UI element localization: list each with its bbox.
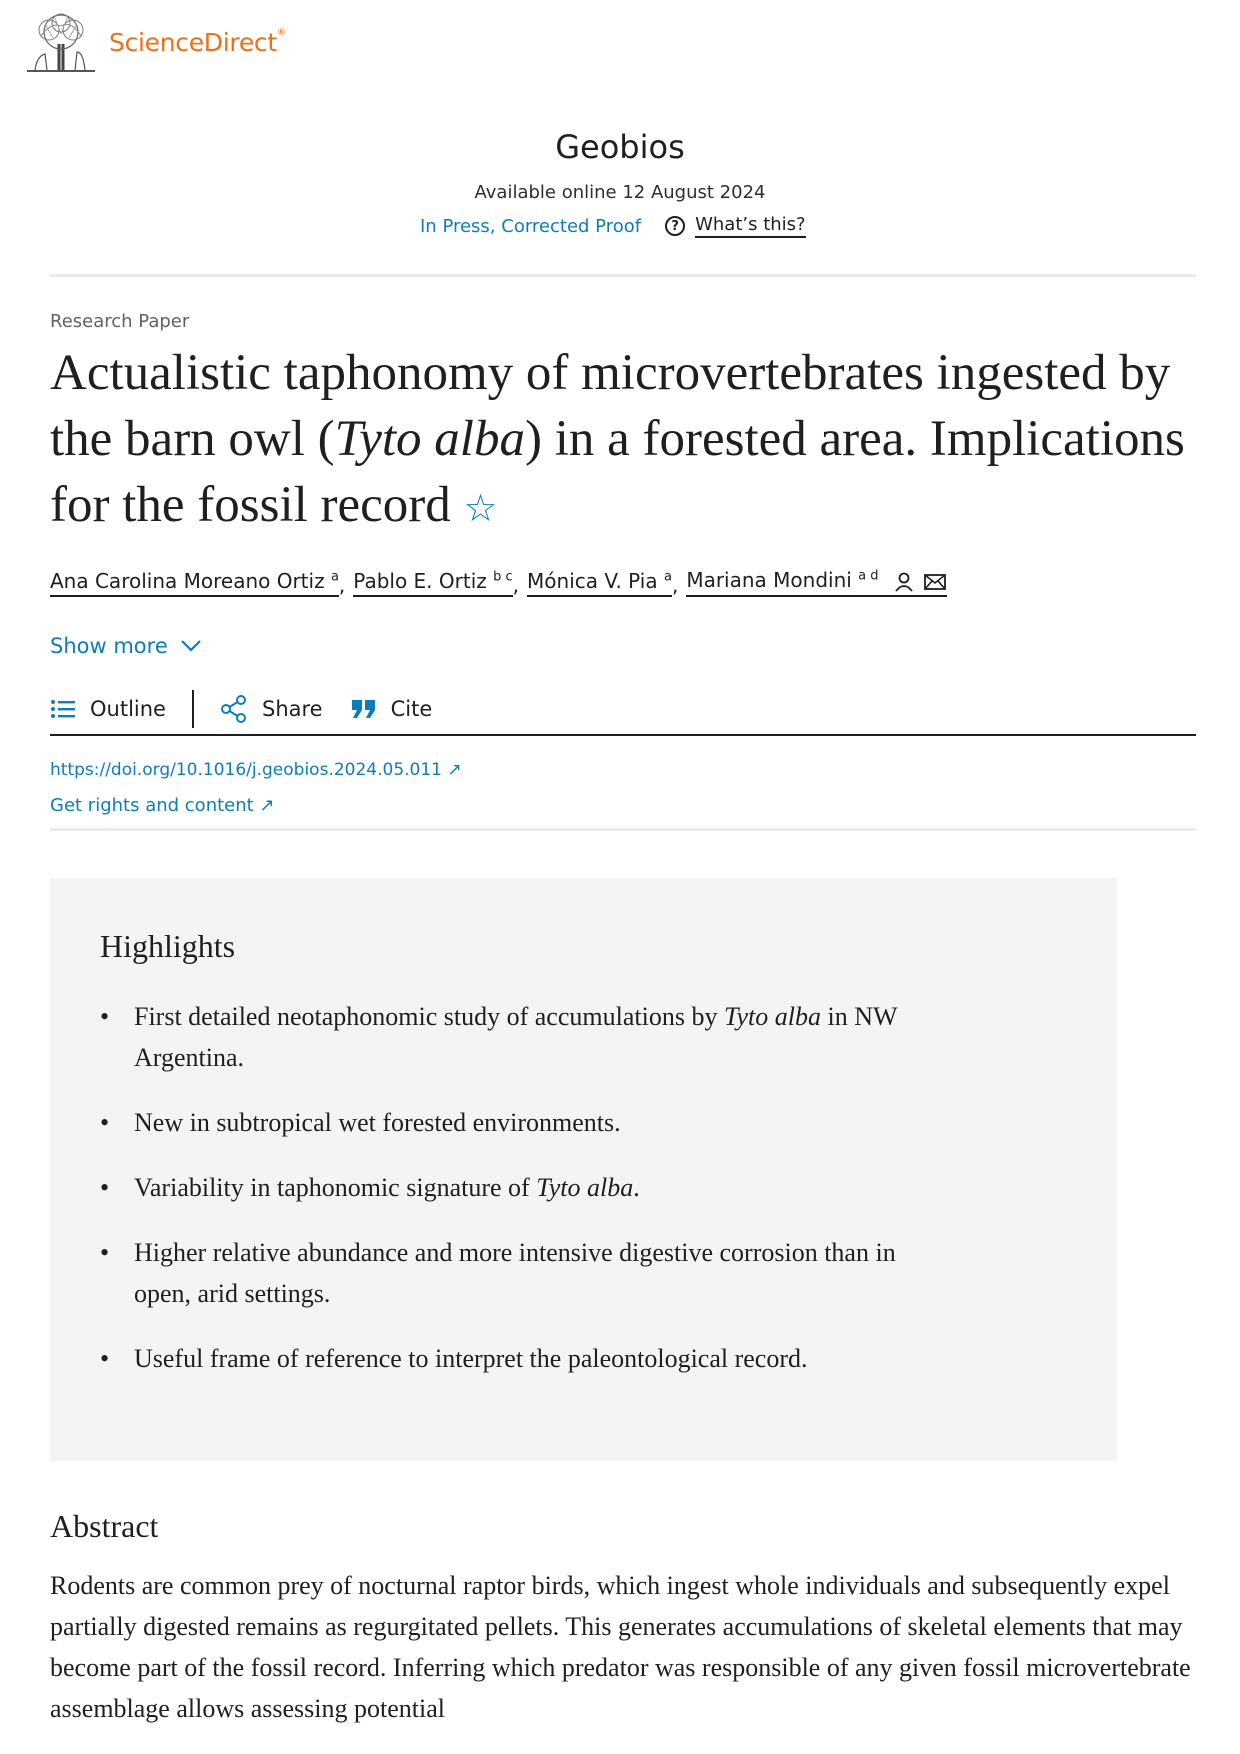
list-item: • Higher relative abundance and more intensive digestive corrosion than in open, arid settings. [100, 1232, 940, 1314]
availability-date: Available online 12 August 2024 [474, 182, 766, 203]
chevron-down-icon [180, 639, 202, 653]
highlights-title: Highlights [100, 928, 236, 964]
abstract-text: Rodents are common prey of nocturnal raptor birds, which ingest whole individuals and subsequently expel partially digested remains as regurgitated pellets. This generates accumulations of skeletal elements that may become part of the fossil record. Inferring which predator was responsible of any given fossil microvertebrate assemblage allows assessing potential [50, 1571, 1191, 1723]
share-button[interactable]: Share [220, 695, 323, 723]
person-icon [893, 571, 915, 593]
journal-title[interactable]: Geobios [555, 128, 685, 166]
list-icon [50, 698, 76, 720]
author-link[interactable]: Pablo E. Ortiz $^{b c}$ [353, 569, 512, 597]
status-label[interactable]: In Press, Corrected Proof [420, 215, 642, 237]
sciencedirect-logo[interactable] [25, 12, 286, 76]
author-link[interactable]: Ana Carolina Moreano Ortiz $^a$ [50, 569, 339, 597]
highlights-panel [50, 878, 1117, 1461]
question-icon: ? [665, 216, 685, 236]
cite-button[interactable]: Cite [351, 697, 433, 721]
highlights-list [100, 996, 940, 1403]
abstract-title: Abstract [50, 1508, 159, 1544]
share-icon [220, 695, 248, 723]
doi-link[interactable]: https://doi.org/10.1016/j.geobios.2024.05.011 ↗ [50, 760, 462, 780]
brand-name: ScienceDirect® [109, 27, 286, 57]
quote-icon [351, 698, 377, 720]
toolbar-divider [192, 690, 194, 728]
whats-this-link[interactable]: What’s this? [695, 214, 806, 238]
elsevier-tree-icon [25, 12, 97, 76]
article-title: Actualistic taphonomy of microvertebrates ingested by the barn owl (Tyto alba) in a forested area. Implications for the fossil record ☆ [50, 345, 1185, 533]
author-list: Ana Carolina Moreano Ortiz $^a$ , Pablo E. Ortiz $^{b c}$ , Mónica V. Pia $^a$ , Mariana Mondini $^{a d}$ [50, 568, 947, 597]
external-link-icon: ↗ [259, 795, 275, 816]
list-item: • First detailed neotaphonomic study of accumulations by Tyto alba in NW Argentina. [100, 996, 940, 1078]
list-item: • New in subtropical wet forested environments. [100, 1102, 940, 1143]
envelope-icon [923, 571, 947, 593]
article-toolbar [50, 690, 432, 728]
toolbar-underline [50, 734, 1196, 736]
links-divider [50, 828, 1196, 831]
article-type: Research Paper [50, 311, 190, 332]
show-more-button[interactable]: Show more [50, 634, 202, 658]
list-item: • Useful frame of reference to interpret the paleontological record. [100, 1338, 940, 1379]
publication-status [420, 214, 806, 238]
list-item: • Variability in taphonomic signature of Tyto alba. [100, 1167, 940, 1208]
rights-link[interactable]: Get rights and content ↗ [50, 795, 275, 816]
star-icon[interactable]: ☆ [463, 488, 498, 530]
outline-button[interactable]: Outline [50, 697, 166, 721]
header-divider [50, 274, 1196, 277]
author-link[interactable]: Mariana Mondini $^{a d}$ [686, 568, 947, 597]
author-link[interactable]: Mónica V. Pia $^a$ [527, 569, 672, 597]
external-link-icon: ↗ [447, 760, 462, 780]
